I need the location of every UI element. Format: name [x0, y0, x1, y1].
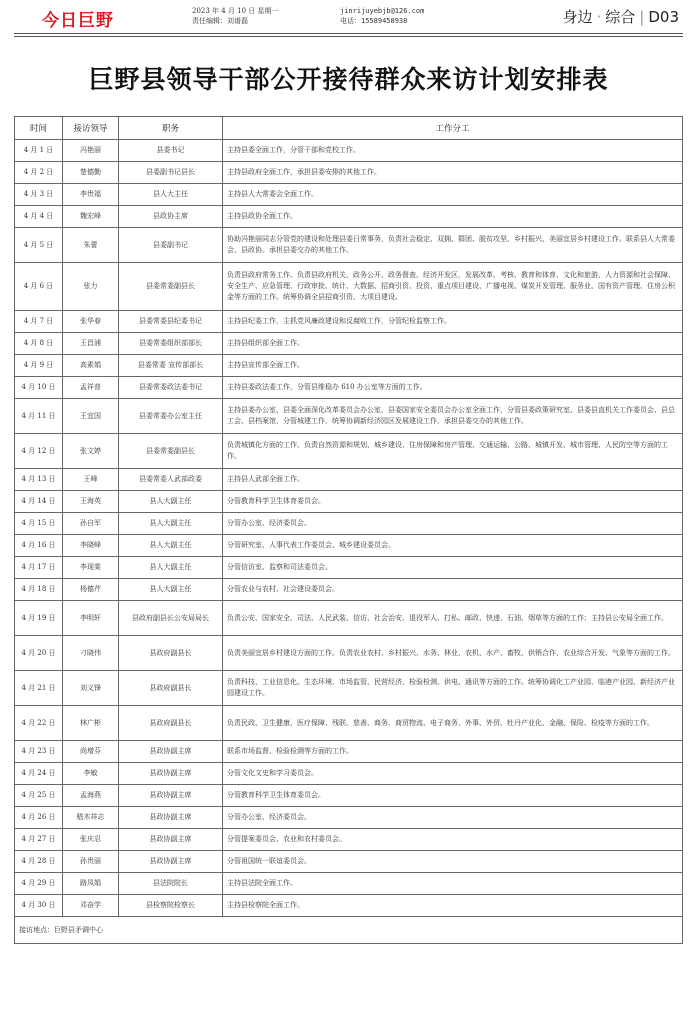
table-header-row — [15, 117, 683, 140]
table-row — [15, 785, 683, 807]
row-date: 4 月 14 日 — [15, 491, 63, 513]
row-post: 县人大主任 — [119, 184, 223, 206]
row-post: 县政府副县长 — [119, 636, 223, 671]
table-row — [15, 399, 683, 434]
row-post: 县委书记 — [119, 140, 223, 162]
contact-info — [340, 6, 424, 26]
row-post: 县政府副县长 — [119, 671, 223, 706]
masthead — [0, 0, 697, 40]
row-date: 4 月 15 日 — [15, 513, 63, 535]
visit-schedule-table — [14, 116, 683, 944]
page-number: D03 — [648, 8, 679, 26]
row-leader: 孟祥普 — [63, 377, 119, 399]
row-leader: 刁晓伟 — [63, 636, 119, 671]
row-date: 4 月 25 日 — [15, 785, 63, 807]
row-date: 4 月 2 日 — [15, 162, 63, 184]
row-leader: 张华春 — [63, 311, 119, 333]
row-leader: 尚增芬 — [63, 741, 119, 763]
table-row — [15, 263, 683, 311]
row-leader: 高素娟 — [63, 355, 119, 377]
row-post: 县政协副主席 — [119, 829, 223, 851]
row-post: 县委副书记县长 — [119, 162, 223, 184]
row-duty: 分管提案委员会、农业和农村委员会。 — [223, 829, 683, 851]
row-date: 4 月 30 日 — [15, 895, 63, 917]
row-leader: 刘义锋 — [63, 671, 119, 706]
table-row — [15, 513, 683, 535]
row-leader: 楚德勤 — [63, 162, 119, 184]
row-post: 县人大副主任 — [119, 535, 223, 557]
row-duty: 主持县政协全面工作。 — [223, 206, 683, 228]
table-row — [15, 535, 683, 557]
row-date: 4 月 26 日 — [15, 807, 63, 829]
page-separator: | — [639, 8, 645, 26]
row-duty: 负责科技、工业信息化、生态环境、市场监管、民营经济、检验检测、供电、通讯等方面的工作。统筹协调化工产业园、临港产业园、新经济产业园建设工作。 — [223, 671, 683, 706]
row-date: 4 月 4 日 — [15, 206, 63, 228]
row-post: 县委常委副县长 — [119, 434, 223, 469]
row-post: 县委常委副县长 — [119, 263, 223, 311]
row-post: 县人大副主任 — [119, 579, 223, 601]
row-leader: 邓奋学 — [63, 895, 119, 917]
row-duty: 分管农业与农村、社会建设委员会。 — [223, 579, 683, 601]
row-leader: 王海英 — [63, 491, 119, 513]
section-name: 身边 — [562, 8, 593, 26]
row-date: 4 月 5 日 — [15, 228, 63, 263]
issue-date: 2023 年 4 月 10 日 星期一 — [192, 7, 279, 15]
row-duty: 负责民政、卫生健康、医疗保障、残联、慈善、商务、商贸物流、电子商务、外事、外贸、牡丹产业化、金融、保险、检疫等方面的工作。 — [223, 706, 683, 741]
row-duty: 主持县委政法委工作，分管县维稳办 610 办公室等方面的工作。 — [223, 377, 683, 399]
row-leader: 张文婷 — [63, 434, 119, 469]
row-date: 4 月 13 日 — [15, 469, 63, 491]
row-date: 4 月 23 日 — [15, 741, 63, 763]
row-date: 4 月 22 日 — [15, 706, 63, 741]
row-leader: 张力 — [63, 263, 119, 311]
row-post: 县政协副主席 — [119, 807, 223, 829]
row-leader: 张庆忍 — [63, 829, 119, 851]
header-post: 职务 — [119, 117, 223, 140]
row-duty: 负责公安、国家安全、司法、人民武装、信访、社会治安、退役军人、打私、邮政、快递、石油、烟草等方面的工作；主持县公安局全面工作。 — [223, 601, 683, 636]
row-post: 县委常委 宣传部部长 — [119, 355, 223, 377]
table-row — [15, 741, 683, 763]
row-post: 县委常委办公室主任 — [119, 399, 223, 434]
table-row — [15, 873, 683, 895]
row-leader: 李明轩 — [63, 601, 119, 636]
row-duty: 负责城镇化方面的工作，负责自然资源和规划、城乡建设、住房保障和房产管理、交通运输、公路、城镇开发、城市管理、人民防空等方面的工作。 — [223, 434, 683, 469]
issue-info — [192, 6, 279, 26]
header-duty: 工作分工 — [223, 117, 683, 140]
row-date: 4 月 20 日 — [15, 636, 63, 671]
header-leader: 接访领导 — [63, 117, 119, 140]
row-date: 4 月 28 日 — [15, 851, 63, 873]
row-post: 县人大副主任 — [119, 557, 223, 579]
table-row — [15, 807, 683, 829]
row-post: 县政协副主席 — [119, 785, 223, 807]
row-date: 4 月 11 日 — [15, 399, 63, 434]
table-row — [15, 579, 683, 601]
contact-email: jinrijuyebjb@126.com — [340, 7, 425, 15]
table-row — [15, 895, 683, 917]
row-date: 4 月 27 日 — [15, 829, 63, 851]
row-date: 4 月 19 日 — [15, 601, 63, 636]
row-duty: 分管办公室、经济委员会。 — [223, 513, 683, 535]
section-sub: 综合 — [605, 8, 636, 26]
row-duty: 分管办公室、经济委员会。 — [223, 807, 683, 829]
row-duty: 主持县宣传部全面工作。 — [223, 355, 683, 377]
table-row — [15, 333, 683, 355]
row-duty: 主持县人大常委会全面工作。 — [223, 184, 683, 206]
row-post: 县委常委县纪委书记 — [119, 311, 223, 333]
table-row — [15, 206, 683, 228]
row-post: 县政府副县长公安局局长 — [119, 601, 223, 636]
row-post: 县检察院检察长 — [119, 895, 223, 917]
row-date: 4 月 16 日 — [15, 535, 63, 557]
table-row — [15, 851, 683, 873]
table-row — [15, 140, 683, 162]
row-leader: 王昌浦 — [63, 333, 119, 355]
row-leader: 孙自军 — [63, 513, 119, 535]
row-post: 县委常委政法委书记 — [119, 377, 223, 399]
editor-name: 责任编辑：刘谱磊 — [192, 17, 248, 25]
row-post: 县政府副县长 — [119, 706, 223, 741]
row-date: 4 月 7 日 — [15, 311, 63, 333]
row-duty: 分管信访室、监察和司法委员会。 — [223, 557, 683, 579]
row-duty: 协助冯艳丽同志分管党的建设和处理县委日常事务，负责社会稳定、双拥、群团、脱贫攻坚、乡村振兴、美丽宜居乡村建设工作。联系县人大常委会、县政协。承担县委交办的其他工作。 — [223, 228, 683, 263]
page-title: 巨野县领导干部公开接待群众来访计划安排表 — [88, 65, 609, 94]
table-row — [15, 557, 683, 579]
row-post: 县人大副主任 — [119, 513, 223, 535]
row-date: 4 月 6 日 — [15, 263, 63, 311]
row-post: 县政协副主席 — [119, 741, 223, 763]
row-date: 4 月 24 日 — [15, 763, 63, 785]
row-leader: 路凤娟 — [63, 873, 119, 895]
row-date: 4 月 10 日 — [15, 377, 63, 399]
row-leader: 李晓峰 — [63, 535, 119, 557]
row-leader: 嵇木祥志 — [63, 807, 119, 829]
row-post: 县政协副主席 — [119, 763, 223, 785]
row-date: 4 月 3 日 — [15, 184, 63, 206]
row-date: 4 月 18 日 — [15, 579, 63, 601]
row-date: 4 月 12 日 — [15, 434, 63, 469]
newspaper-logo: 今日巨野 — [42, 11, 114, 31]
row-leader: 林广彬 — [63, 706, 119, 741]
row-post: 县委副书记 — [119, 228, 223, 263]
table-row — [15, 434, 683, 469]
table-row — [15, 763, 683, 785]
row-duty: 负责县政府常务工作。负责县政府机关、政务公开、政务督查、经济开发区，发展改革、考核、教育和体育、文化和旅游、人力资源和社会保障、安全生产、应急管理、行政审批、统计、大数据、招商引资、投资、重点项目建设、广播电视、煤炭开发管理、服务业、国有资产管理、住房公积金等方面的工作。统筹协调全县招商引资、大项目建设。 — [223, 263, 683, 311]
row-duty: 主持县纪委工作，主抓党风廉政建设和反腐败工作，分管纪检监察工作。 — [223, 311, 683, 333]
table-row — [15, 636, 683, 671]
row-duty: 主持县委全面工作，分管干部和党校工作。 — [223, 140, 683, 162]
row-leader: 王峰 — [63, 469, 119, 491]
table-row — [15, 601, 683, 636]
row-duty: 主持县法院全面工作。 — [223, 873, 683, 895]
row-leader: 孙贵丽 — [63, 851, 119, 873]
row-duty: 主持县组织部全面工作。 — [223, 333, 683, 355]
row-date: 4 月 17 日 — [15, 557, 63, 579]
row-date: 4 月 9 日 — [15, 355, 63, 377]
row-post: 县委常委组织部部长 — [119, 333, 223, 355]
section-separator: · — [596, 8, 602, 26]
row-post: 县委常委人武部政委 — [119, 469, 223, 491]
section-label — [562, 6, 679, 27]
table-row — [15, 162, 683, 184]
row-post: 县法院院长 — [119, 873, 223, 895]
row-leader: 冯艳丽 — [63, 140, 119, 162]
row-leader: 李现棠 — [63, 557, 119, 579]
row-leader: 朱蕾 — [63, 228, 119, 263]
row-post: 县政协主席 — [119, 206, 223, 228]
row-duty: 联系市场监督、检验检测等方面的工作。 — [223, 741, 683, 763]
row-leader: 王宜国 — [63, 399, 119, 434]
row-leader: 杨德芹 — [63, 579, 119, 601]
row-post: 县政协副主席 — [119, 851, 223, 873]
row-duty: 负责美丽宜居乡村建设方面的工作。负责农业农村、乡村振兴、水务、林业、农机、水产、畜牧、供销合作、农业综合开发、气象等方面的工作。 — [223, 636, 683, 671]
row-duty: 分管教育科学卫生体育委员会。 — [223, 785, 683, 807]
table-row — [15, 355, 683, 377]
row-date: 4 月 21 日 — [15, 671, 63, 706]
visit-location: 接访地点：巨野县矛调中心 — [15, 917, 683, 944]
row-date: 4 月 1 日 — [15, 140, 63, 162]
row-duty: 分管祖国统一联谊委员会。 — [223, 851, 683, 873]
row-duty: 主持县检察院全面工作。 — [223, 895, 683, 917]
row-leader: 魏宏峰 — [63, 206, 119, 228]
table-row — [15, 491, 683, 513]
table-row — [15, 706, 683, 741]
row-duty: 分管文化文史和学习委员会。 — [223, 763, 683, 785]
table-row — [15, 671, 683, 706]
row-duty: 分管研究室、人事代表工作委员会、城乡建设委员会。 — [223, 535, 683, 557]
table-row — [15, 311, 683, 333]
masthead-rule — [14, 33, 683, 34]
table-row — [15, 829, 683, 851]
table-row — [15, 228, 683, 263]
row-leader: 李敏 — [63, 763, 119, 785]
row-duty: 分管教育科学卫生体育委员会。 — [223, 491, 683, 513]
header-date: 时间 — [15, 117, 63, 140]
contact-phone: 电话：15589458938 — [340, 17, 408, 25]
row-date: 4 月 29 日 — [15, 873, 63, 895]
row-post: 县人大副主任 — [119, 491, 223, 513]
masthead-rule-thin — [14, 36, 683, 37]
row-duty: 主持县人武部全面工作。 — [223, 469, 683, 491]
row-leader: 孟海燕 — [63, 785, 119, 807]
row-duty: 主持县委办公室、县委全面深化改革委员会办公室、县委国家安全委员会办公室全面工作，分管县委政策研究室、县委县直机关工作委员会、县总工会、县档案馆，分管城建工作，统筹协调新经济园区发展建设工作，承担县委交办的其他工作。 — [223, 399, 683, 434]
row-leader: 李贵福 — [63, 184, 119, 206]
table-row — [15, 184, 683, 206]
row-duty: 主持县政府全面工作，承担县委安排的其他工作。 — [223, 162, 683, 184]
table-row — [15, 377, 683, 399]
table-footer-row — [15, 917, 683, 944]
row-date: 4 月 8 日 — [15, 333, 63, 355]
table-row — [15, 469, 683, 491]
